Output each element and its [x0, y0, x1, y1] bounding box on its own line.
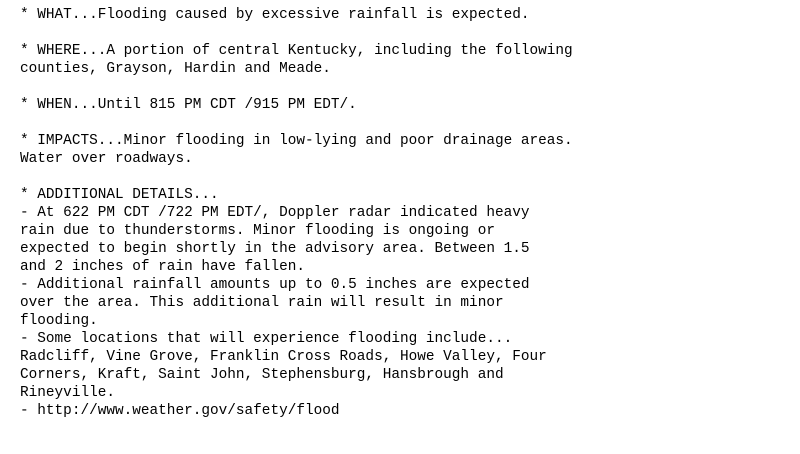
- details-line: over the area. This additional rain will result in minor: [20, 295, 504, 311]
- blank-line: [20, 78, 780, 96]
- where-line: * WHERE...A portion of central Kentucky, including the following: [20, 43, 573, 59]
- locations-line: Radcliff, Vine Grove, Franklin Cross Roads, Howe Valley, Four: [20, 349, 547, 365]
- safety-link-line: - http://www.weather.gov/safety/flood: [20, 403, 340, 419]
- locations-line: Corners, Kraft, Saint John, Stephensburg, Hansbrough and: [20, 367, 504, 383]
- details-line: and 2 inches of rain have fallen.: [20, 259, 305, 275]
- blank-line: [20, 114, 780, 132]
- details-line: - Additional rainfall amounts up to 0.5 inches are expected: [20, 277, 530, 293]
- details-line: rain due to thunderstorms. Minor flooding is ongoing or: [20, 223, 495, 239]
- details-line: expected to begin shortly in the advisory area. Between 1.5: [20, 241, 530, 257]
- details-line: flooding.: [20, 313, 98, 329]
- impacts-line: * IMPACTS...Minor flooding in low-lying and poor drainage areas.: [20, 133, 573, 149]
- what-line: * WHAT...Flooding caused by excessive rainfall is expected.: [20, 7, 530, 23]
- details-line: - At 622 PM CDT /722 PM EDT/, Doppler radar indicated heavy: [20, 205, 530, 221]
- impacts-continued-line: Water over roadways.: [20, 151, 193, 167]
- when-line: * WHEN...Until 815 PM CDT /915 PM EDT/.: [20, 97, 357, 113]
- details-line: - Some locations that will experience flooding include...: [20, 331, 513, 347]
- additional-details-heading: * ADDITIONAL DETAILS...: [20, 187, 219, 203]
- where-counties-line: counties, Grayson, Hardin and Meade.: [20, 61, 331, 77]
- locations-line: Rineyville.: [20, 385, 115, 401]
- blank-line: [20, 24, 780, 42]
- blank-line: [20, 168, 780, 186]
